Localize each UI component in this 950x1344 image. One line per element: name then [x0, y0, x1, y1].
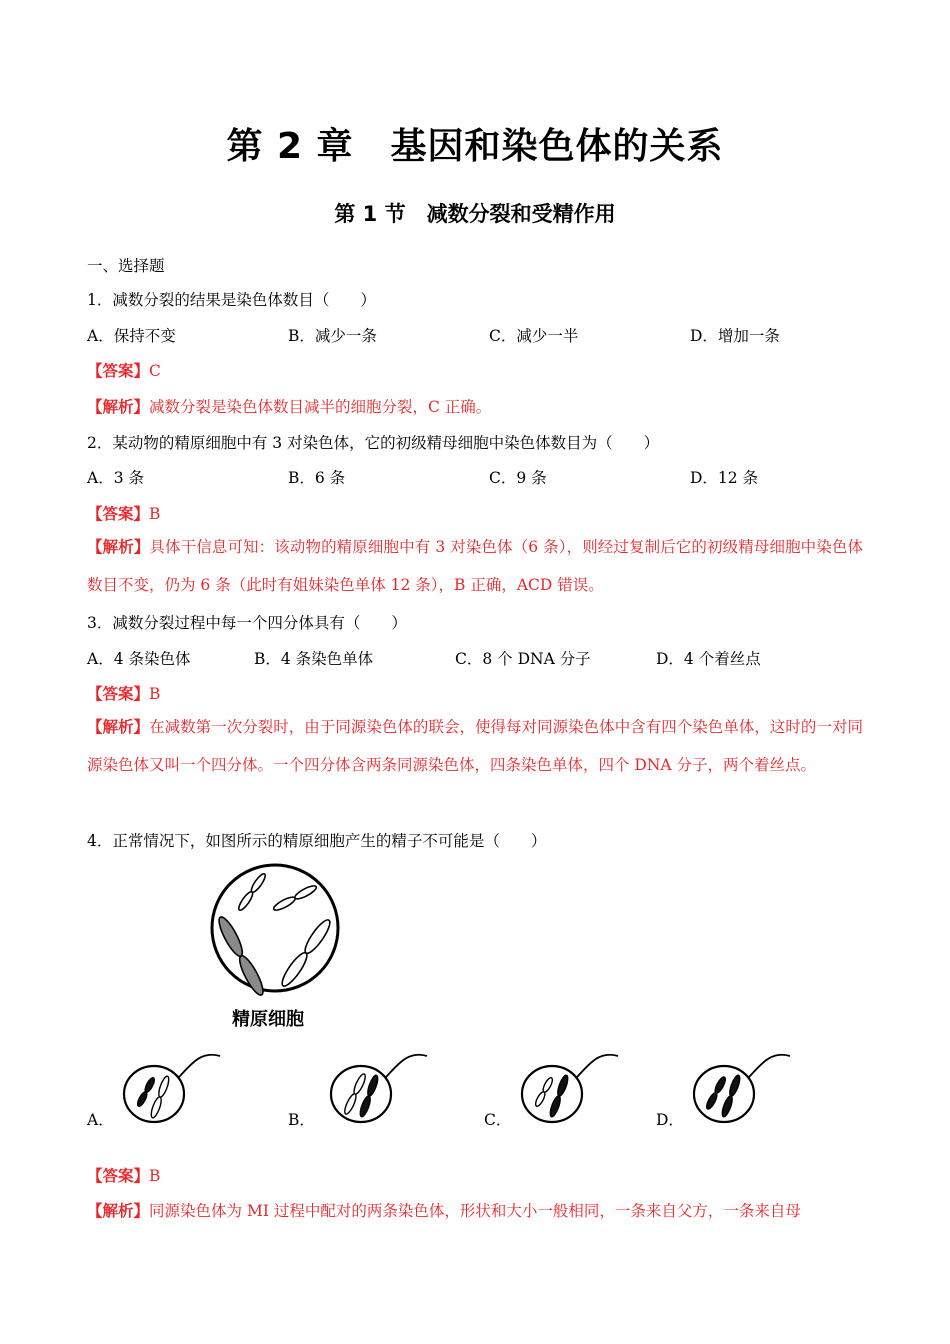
q2-option-d: D．12 条	[690, 469, 759, 487]
answer-label: 【答案】	[87, 504, 150, 523]
q4-option-d: D．	[656, 1111, 684, 1129]
q4-analysis-text: 同源染色体为 MI 过程中配对的两条染色体，形状和大小一般相同，一条来自父方，一条来自母	[149, 1202, 801, 1220]
q4-answer-value: B	[149, 1167, 161, 1185]
q3-option-b: B．4 条染色单体	[254, 650, 374, 668]
answer-label: 【答案】	[87, 361, 150, 380]
q1-answer	[87, 359, 161, 381]
analysis-label: 【解析】	[87, 717, 150, 736]
q3-analysis	[87, 708, 863, 784]
q1-option-b: B．减少一条	[288, 327, 377, 345]
q2-option-b: B．6 条	[288, 469, 346, 487]
analysis-label: 【解析】	[87, 397, 150, 416]
q1-option-d: D．增加一条	[690, 327, 780, 345]
page-title: 第 2 章 基因和染色体的关系	[226, 126, 724, 167]
q2-stem: 2．某动物的精原细胞中有 3 对染色体，它的初级精母细胞中染色体数目为（ ）	[87, 434, 660, 452]
q3-answer-value: B	[149, 685, 161, 703]
q3-analysis-text: 在减数第一次分裂时，由于同源染色体的联会，使得每对同源染色体中含有四个染色单体，这时的一对同源染色体又叫一个四分体。一个四分体含两条同源染色体，四条染色单体，四个 DNA 分子，两个着丝点。	[87, 718, 863, 774]
figure-caption: 精原细胞	[232, 1009, 304, 1030]
sperm-option-b-figure	[325, 1052, 435, 1124]
q3-option-a: A．4 条染色体	[87, 650, 191, 668]
q4-analysis	[87, 1199, 801, 1221]
q1-answer-value: C	[149, 362, 161, 380]
q3-option-c: C．8 个 DNA 分子	[455, 650, 591, 668]
q3-answer	[87, 682, 160, 704]
spermatogonium-figure	[205, 858, 345, 998]
sperm-option-c-figure	[516, 1052, 626, 1124]
q4-option-b: B．	[288, 1111, 315, 1129]
q4-option-a: A．	[87, 1111, 114, 1129]
q1-option-c: C．减少一半	[489, 327, 579, 345]
q4-answer	[87, 1164, 160, 1186]
q1-stem: 1．减数分裂的结果是染色体数目（ ）	[87, 291, 376, 309]
q1-option-a: A．保持不变	[87, 327, 176, 345]
analysis-label: 【解析】	[87, 1201, 150, 1220]
q2-answer-value: B	[149, 505, 161, 523]
q4-option-c: C．	[484, 1111, 512, 1129]
answer-label: 【答案】	[87, 1166, 150, 1185]
q2-analysis	[87, 528, 863, 604]
q1-analysis-text: 减数分裂是染色体数目减半的细胞分裂，C 正确。	[149, 398, 492, 416]
q2-answer	[87, 502, 160, 524]
q3-stem: 3．减数分裂过程中每一个四分体具有（ ）	[87, 614, 407, 632]
q2-option-c: C．9 条	[489, 469, 547, 487]
q2-option-a: A．3 条	[87, 469, 144, 487]
q3-option-d: D．4 个着丝点	[656, 650, 761, 668]
section-subtitle: 第 1 节 减数分裂和受精作用	[334, 202, 616, 226]
analysis-label: 【解析】	[87, 537, 150, 556]
sperm-option-a-figure	[118, 1052, 228, 1124]
section-heading: 一、选择题	[87, 257, 165, 275]
q2-analysis-text: 具体干信息可知：该动物的精原细胞中有 3 对染色体（6 条），则经过复制后它的初级精母细胞中染色体数目不变，仍为 6 条（此时有姐妹染色单体 12 条），B 正确，ACD 错误。	[87, 538, 863, 594]
q4-stem: 4．正常情况下，如图所示的精原细胞产生的精子不可能是（ ）	[87, 832, 547, 850]
q1-analysis	[87, 395, 491, 417]
answer-label: 【答案】	[87, 684, 150, 703]
sperm-option-d-figure	[688, 1052, 798, 1124]
